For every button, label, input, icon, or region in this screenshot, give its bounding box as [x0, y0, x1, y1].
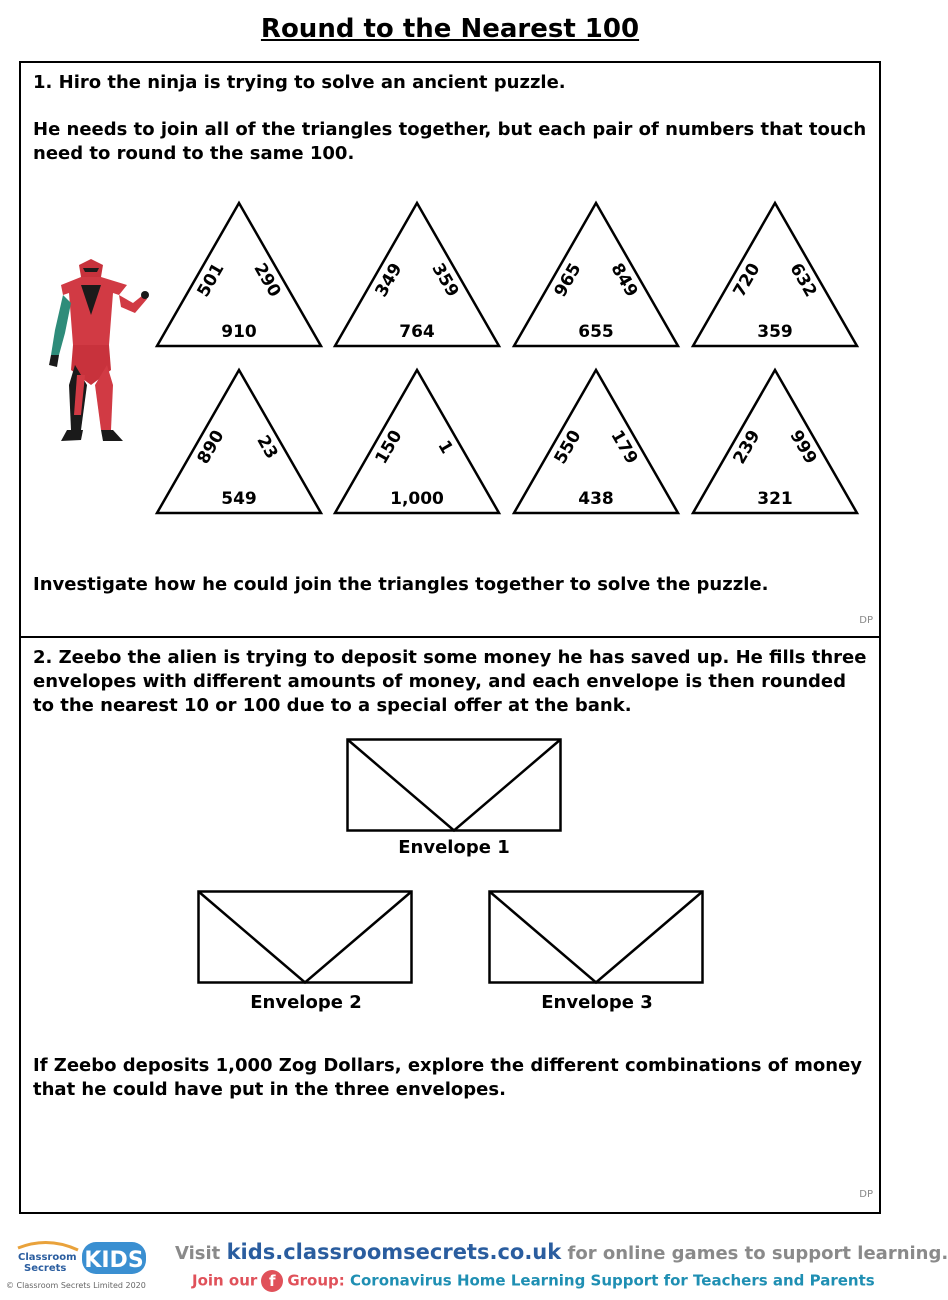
- question-2-tag: DP: [859, 1189, 873, 1200]
- question-1-tag: DP: [859, 615, 873, 626]
- triangle-right-number: 23: [252, 431, 282, 463]
- question-1-task: Investigate how he could join the triangles together to solve the puzzle.: [33, 574, 769, 595]
- question-1-box: [19, 61, 881, 638]
- triangle-left-number: 239: [729, 426, 765, 468]
- envelope-2-label: Envelope 2: [250, 992, 362, 1013]
- triangle-bottom-number: 549: [221, 489, 257, 509]
- classroom-secrets-logo: [14, 1238, 150, 1278]
- triangle-left-number: 349: [371, 259, 407, 301]
- join-label: Join our: [192, 1271, 258, 1290]
- question-2-box: [19, 636, 881, 1214]
- triangle-right-number: 290: [249, 259, 285, 301]
- envelope-1-label: Envelope 1: [398, 837, 510, 858]
- question-1-intro: 1. Hiro the ninja is trying to solve an ancient puzzle.: [33, 72, 566, 93]
- footer: [0, 1218, 948, 1300]
- envelope-3-label: Envelope 3: [541, 992, 653, 1013]
- footer-group-line: [192, 1270, 875, 1292]
- triangle-puzzle: [21, 63, 879, 636]
- footer-visit-line: [175, 1240, 948, 1264]
- triangle-left-number: 501: [193, 259, 229, 301]
- triangle-bottom-number: 1,000: [390, 489, 444, 509]
- question-1-instructions: He needs to join all of the triangles together, but each pair of numbers that touch need to round to the same 100.: [33, 119, 867, 164]
- envelope-1-drawing: [346, 738, 564, 834]
- triangle-left-number: 965: [550, 259, 586, 301]
- question-2-task: If Zeebo deposits 1,000 Zog Dollars, explore the different combinations of money that he could have put in the three envelopes.: [33, 1055, 863, 1100]
- triangle-left-number: 890: [193, 426, 229, 468]
- triangle: [514, 370, 678, 513]
- logo-text-classroom: Classroom: [18, 1252, 77, 1263]
- triangle-right-number: 179: [606, 426, 642, 468]
- triangle-left-number: 150: [371, 426, 407, 468]
- copyright: © Classroom Secrets Limited 2020: [6, 1281, 146, 1290]
- envelope-3-drawing: [488, 890, 706, 986]
- facebook-icon[interactable]: f: [261, 1270, 283, 1292]
- triangle-bottom-number: 764: [399, 322, 435, 342]
- triangle-right-number: 849: [606, 259, 642, 301]
- visit-label: Visit: [175, 1243, 221, 1264]
- triangle-bottom-number: 359: [757, 322, 793, 342]
- group-label: Group:: [287, 1271, 345, 1290]
- page-title: Round to the Nearest 100: [260, 14, 640, 44]
- triangle: [157, 370, 321, 513]
- triangle: [335, 203, 499, 346]
- triangle-right-number: 359: [427, 259, 463, 301]
- triangle-bottom-number: 655: [578, 322, 614, 342]
- triangle-left-number: 550: [550, 426, 586, 468]
- triangle-right-number: 1: [433, 437, 457, 458]
- triangle-right-number: 999: [785, 426, 821, 468]
- triangle: [514, 203, 678, 346]
- logo-text-secrets: Secrets: [24, 1263, 67, 1274]
- visit-rest: for online games to support learning.: [567, 1243, 948, 1264]
- triangle: [157, 203, 321, 346]
- triangle-bottom-number: 438: [578, 489, 614, 509]
- triangle: [335, 370, 499, 513]
- triangle-bottom-number: 321: [757, 489, 793, 509]
- triangle-bottom-number: 910: [221, 322, 257, 342]
- logo-text-kids: KIDS: [84, 1248, 144, 1273]
- triangle: [693, 203, 857, 346]
- question-2-intro: 2. Zeebo the alien is trying to deposit some money he has saved up. He fills three envelopes with different amounts of money, and each envelope is then rounded to the nearest 10 or 100 due to a special offer at the bank.: [33, 647, 867, 716]
- triangle: [693, 370, 857, 513]
- group-name-link[interactable]: Coronavirus Home Learning Support for Teachers and Parents: [349, 1271, 875, 1290]
- envelope-2-drawing: [197, 890, 415, 986]
- kids-site-link[interactable]: kids.classroomsecrets.co.uk: [226, 1240, 562, 1264]
- triangle-right-number: 632: [785, 259, 821, 301]
- triangle-left-number: 720: [729, 259, 765, 301]
